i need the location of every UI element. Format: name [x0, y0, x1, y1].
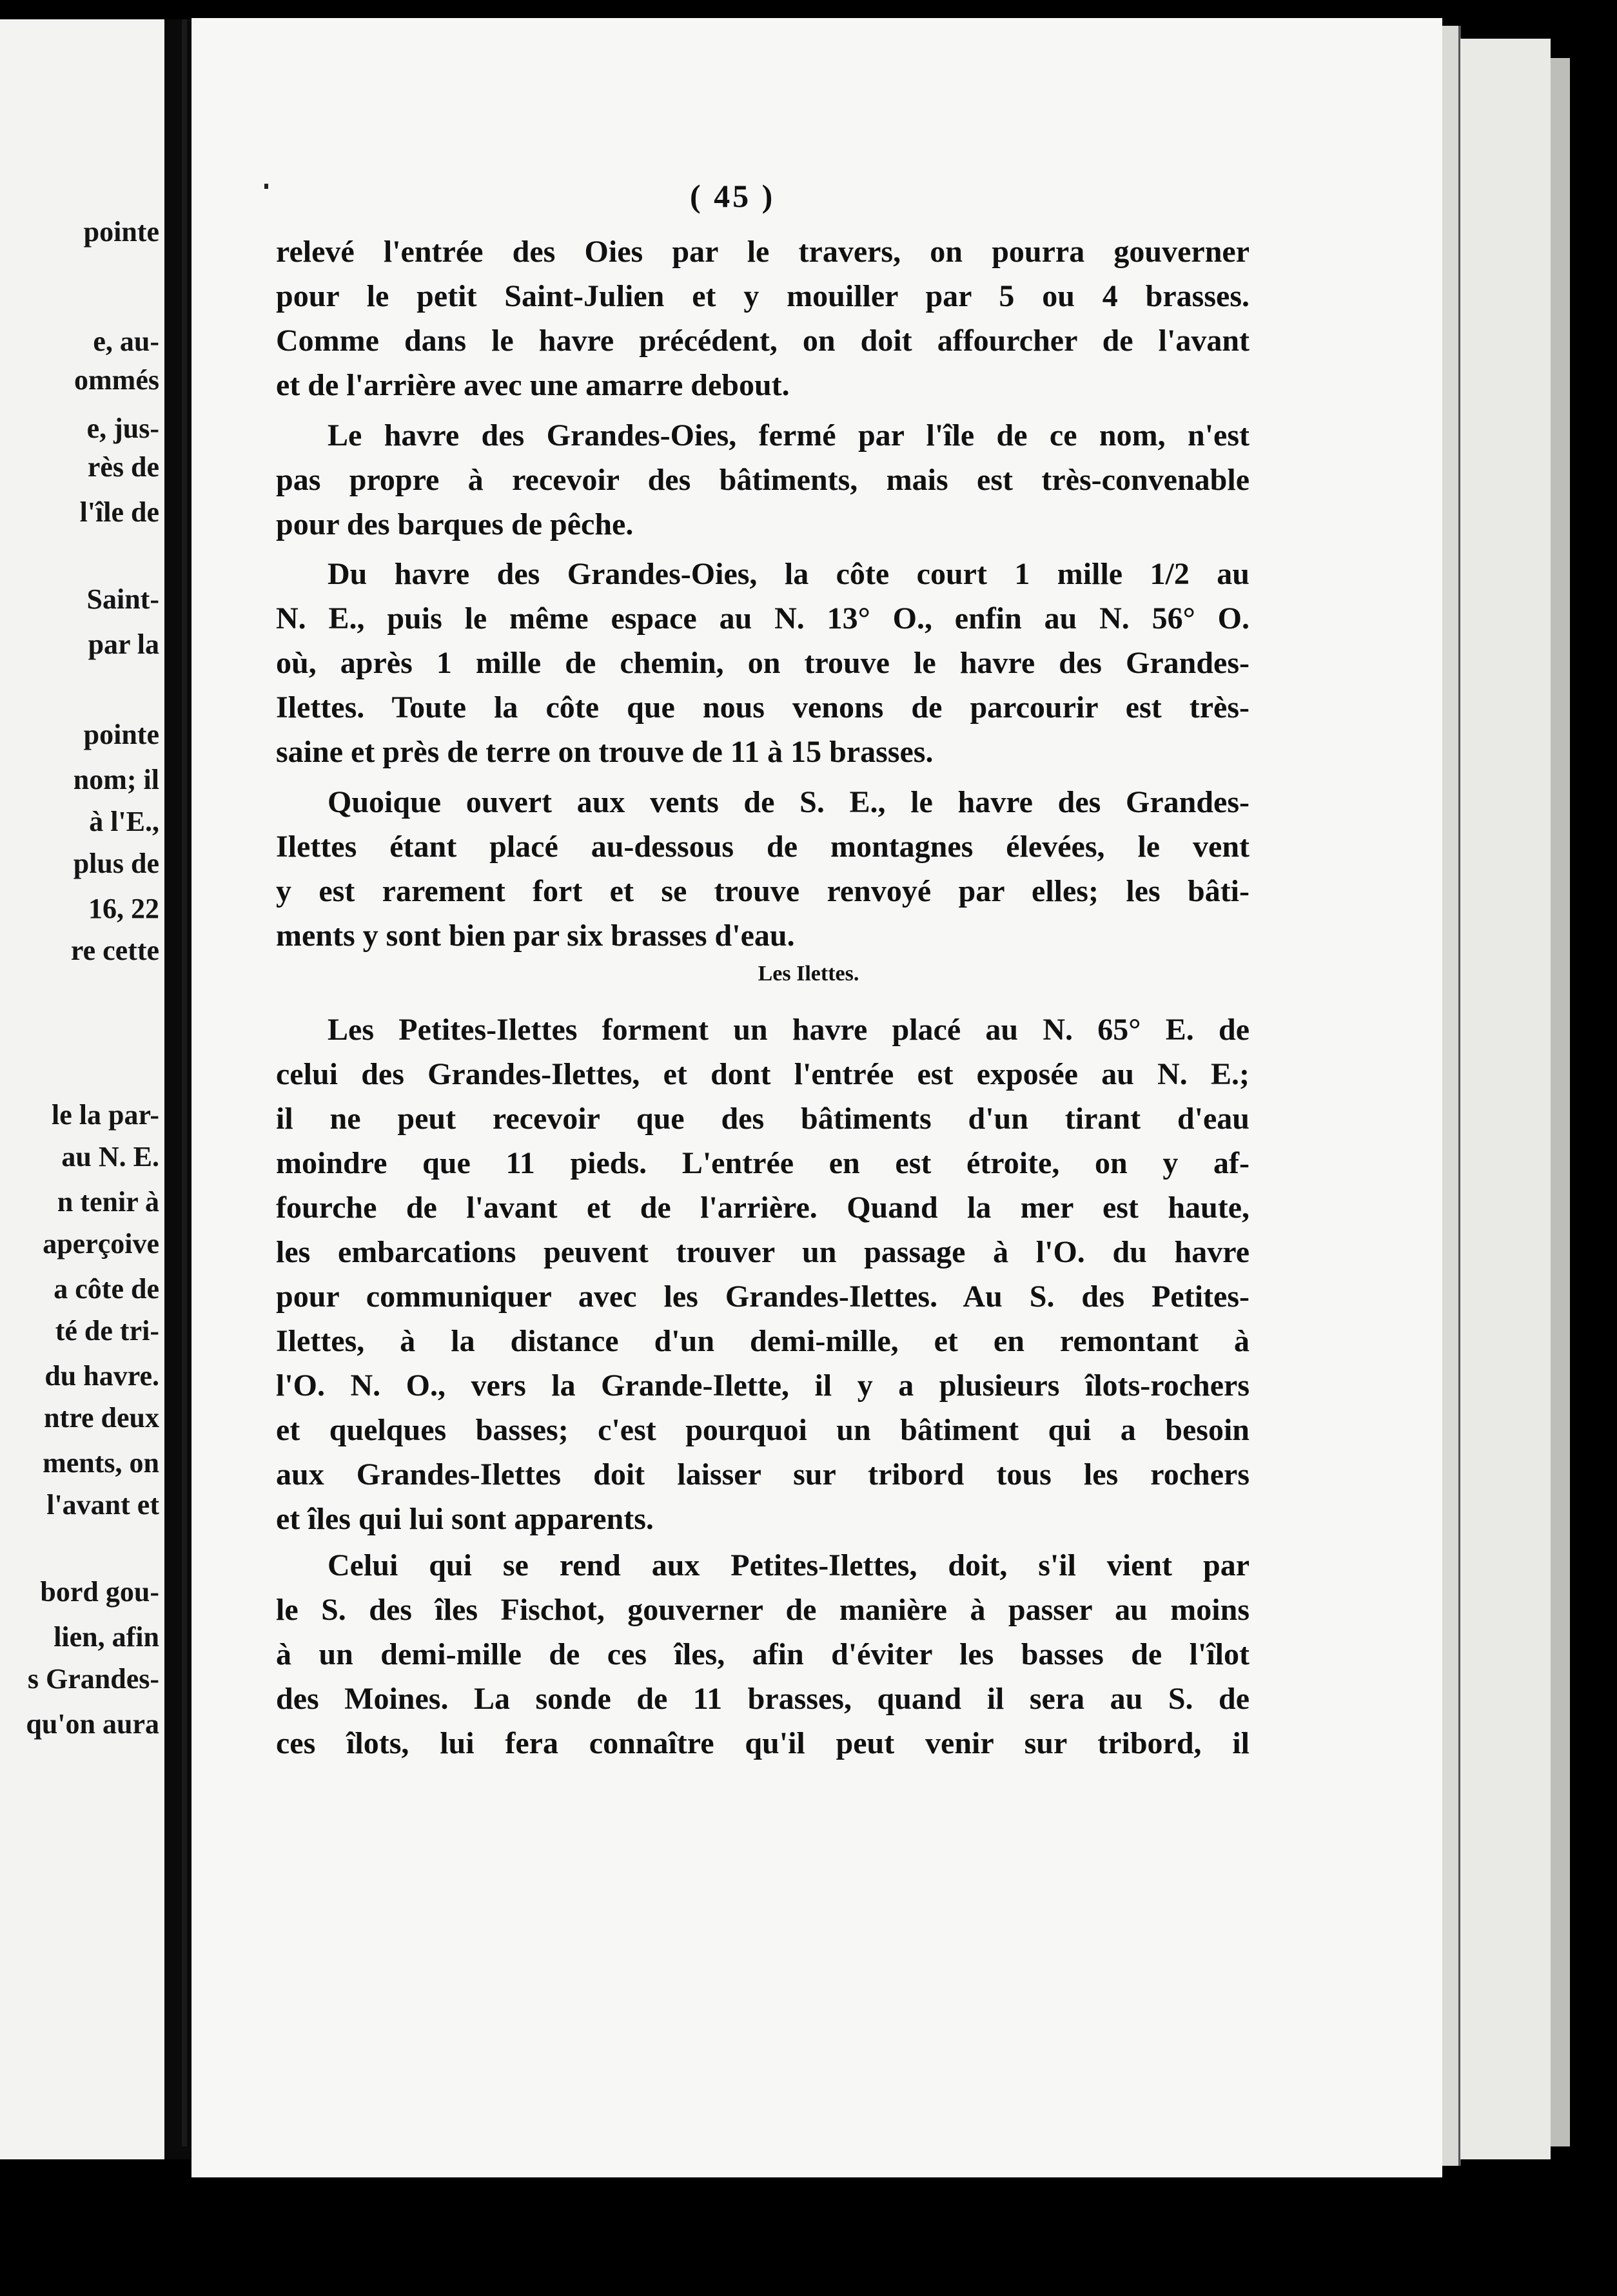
- text-line: et de l'arrière avec une amarre debout.: [276, 368, 790, 402]
- left-page-line: rès de: [87, 451, 159, 483]
- left-page-line: le la par-: [52, 1099, 159, 1131]
- left-page-line: pointe: [83, 216, 159, 248]
- text-line: à un demi-mille de ces îles, afin d'éviter les basses de l'îlot: [276, 1637, 1250, 1671]
- left-page-line: té de tri-: [55, 1315, 159, 1347]
- left-page-line: à l'E.,: [89, 806, 159, 837]
- page-edge-shadow: [1551, 58, 1570, 2146]
- left-page-line: ntre deux: [44, 1402, 159, 1434]
- text-line: et quelques basses; c'est pourquoi un bâtiment qui a besoin: [276, 1413, 1250, 1447]
- text-line: fourche de l'avant et de l'arrière. Quand la mer est haute,: [276, 1191, 1250, 1225]
- text-line: ments y sont bien par six brasses d'eau.: [276, 919, 795, 953]
- left-page-line: lien, afin: [54, 1621, 159, 1653]
- print-mark: [264, 184, 268, 189]
- text-line: Ilettes étant placé au-dessous de montagnes élevées, le vent: [276, 830, 1250, 864]
- previous-page-fragment: [0, 19, 164, 2159]
- gutter-line: [182, 19, 187, 2146]
- text-line: Le havre des Grandes-Oies, fermé par l'île de ce nom, n'est: [328, 418, 1250, 452]
- text-line: et îles qui lui sont apparents.: [276, 1502, 654, 1536]
- left-page-line: e, au-: [93, 326, 159, 357]
- left-page-line: e, jus-: [86, 413, 159, 444]
- text-line: Les Petites-Ilettes forment un havre placé au N. 65° E. de: [328, 1013, 1250, 1047]
- page-edge-stack: [1460, 39, 1551, 2159]
- left-page-line: ments, on: [43, 1447, 159, 1479]
- text-line: pour des barques de pêche.: [276, 507, 634, 541]
- page-edge: [1442, 26, 1460, 2166]
- text-line: relevé l'entrée des Oies par le travers, on pourra gouverner: [276, 235, 1250, 269]
- left-page-line: par la: [88, 628, 159, 660]
- text-line: Ilettes. Toute la côte que nous venons de parcourir est très-: [276, 690, 1250, 725]
- text-line: où, après 1 mille de chemin, on trouve le havre des Grandes-: [276, 646, 1250, 680]
- left-page-line: a côte de: [54, 1273, 159, 1305]
- text-line: Du havre des Grandes-Oies, la côte court 1 mille 1/2 au: [328, 557, 1250, 591]
- text-line: Quoique ouvert aux vents de S. E., le havre des Grandes-: [328, 785, 1250, 819]
- left-page-line: bord gou-: [40, 1576, 159, 1608]
- left-page-line: re cette: [70, 935, 159, 966]
- page-number: ( 45 ): [690, 178, 776, 214]
- text-line: les embarcations peuvent trouver un passage à l'O. du havre: [276, 1235, 1250, 1269]
- left-page-line: ommés: [74, 364, 159, 396]
- section-heading: Les Ilettes.: [758, 962, 859, 986]
- left-page-line: pointe: [83, 719, 159, 750]
- text-line: Comme dans le havre précédent, on doit affourcher de l'avant: [276, 324, 1250, 358]
- text-line: celui des Grandes-Ilettes, et dont l'entrée est exposée au N. E.;: [276, 1057, 1250, 1091]
- left-page-line: au N. E.: [61, 1141, 159, 1172]
- text-line: pour le petit Saint-Julien et y mouiller par 5 ou 4 brasses.: [276, 279, 1250, 313]
- left-page-line: l'avant et: [46, 1489, 159, 1521]
- left-page-line: 16, 22: [88, 893, 159, 924]
- left-page-line: l'île de: [79, 496, 159, 528]
- text-line: ces îlots, lui fera connaître qu'il peut venir sur tribord, il: [276, 1726, 1250, 1760]
- text-line: l'O. N. O., vers la Grande-Ilette, il y a plusieurs îlots-rochers: [276, 1368, 1250, 1403]
- left-page-line: nom; il: [73, 764, 159, 795]
- text-line: y est rarement fort et se trouve renvoyé par elles; les bâti-: [276, 874, 1250, 908]
- text-line: saine et près de terre on trouve de 11 à 15 brasses.: [276, 735, 934, 769]
- text-line: N. E., puis le même espace au N. 13° O., enfin au N. 56° O.: [276, 601, 1250, 636]
- left-page-line: n tenir à: [57, 1186, 159, 1218]
- text-line: le S. des îles Fischot, gouverner de manière à passer au moins: [276, 1593, 1250, 1627]
- left-page-line: du havre.: [44, 1360, 159, 1392]
- text-line: Celui qui se rend aux Petites-Ilettes, doit, s'il vient par: [328, 1548, 1250, 1582]
- text-line: aux Grandes-Ilettes doit laisser sur tribord tous les rochers: [276, 1457, 1250, 1492]
- left-page-line: qu'on aura: [26, 1708, 159, 1740]
- left-page-line: plus de: [73, 848, 159, 879]
- left-page-line: s Grandes-: [27, 1663, 159, 1695]
- text-line: des Moines. La sonde de 11 brasses, quand il sera au S. de: [276, 1682, 1250, 1716]
- left-page-line: aperçoive: [43, 1228, 159, 1260]
- left-page-line: Saint-: [86, 583, 159, 615]
- text-line: Ilettes, à la distance d'un demi-mille, et en remontant à: [276, 1324, 1250, 1358]
- text-line: pas propre à recevoir des bâtiments, mais est très-convenable: [276, 463, 1250, 497]
- text-line: moindre que 11 pieds. L'entrée en est étroite, on y af-: [276, 1146, 1250, 1180]
- text-line: il ne peut recevoir que des bâtiments d'un tirant d'eau: [276, 1102, 1250, 1136]
- text-line: pour communiquer avec les Grandes-Ilettes. Au S. des Petites-: [276, 1279, 1250, 1314]
